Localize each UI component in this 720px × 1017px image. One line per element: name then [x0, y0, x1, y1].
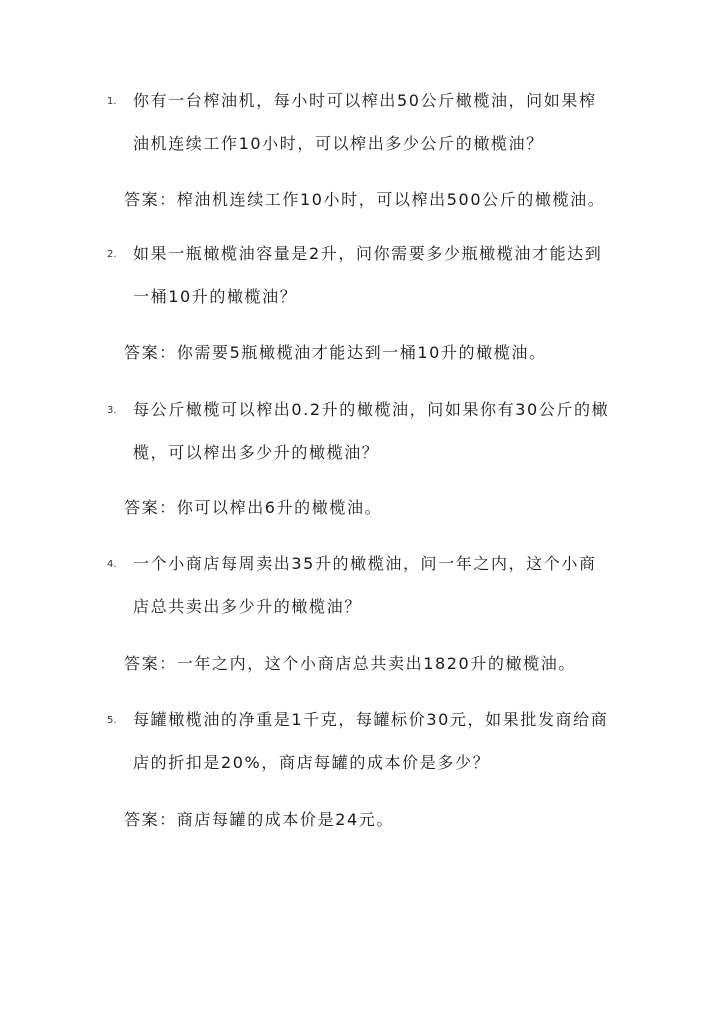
- question-line: [107, 706, 647, 749]
- question-line-continued: 店总共卖出多少升的橄榄油？: [133, 597, 362, 616]
- question-line: [107, 396, 647, 439]
- question-text: 每公斤橄榄可以榨出0.2升的橄榄油，问如果你有30公斤的橄: [133, 400, 610, 419]
- question-number: 5.: [107, 715, 117, 726]
- question-number: 2.: [107, 249, 117, 260]
- question-line-continued: 油机连续工作10小时，可以榨出多少公斤的橄榄油？: [133, 134, 544, 153]
- answer-2: 答案：你需要5瓶橄榄油才能达到一桶10升的橄榄油。: [124, 343, 547, 362]
- answer-3: 答案：你可以榨出6升的橄榄油。: [124, 498, 383, 517]
- question-number: 3.: [107, 405, 117, 416]
- question-line-continued: 榄，可以榨出多少升的橄榄油？: [133, 443, 380, 462]
- answer-5: 答案：商店每罐的成本价是24元。: [124, 810, 394, 829]
- question-text: 一个小商店每周卖出35升的橄榄油，问一年之内，这个小商: [133, 554, 597, 573]
- question-text: 每罐橄榄油的净重是1千克，每罐标价30元，如果批发商给商: [133, 710, 609, 729]
- question-2: [107, 240, 647, 326]
- question-1: [107, 87, 647, 173]
- question-line: [107, 87, 647, 130]
- question-5: [107, 706, 647, 792]
- question-line: [107, 240, 647, 283]
- question-3: [107, 396, 647, 482]
- answer-1: 答案：榨油机连续工作10小时，可以榨出500公斤的橄榄油。: [124, 190, 606, 209]
- question-4: [107, 550, 647, 636]
- question-number: 4.: [107, 559, 117, 570]
- question-line: [107, 550, 647, 593]
- question-text: 你有一台榨油机，每小时可以榨出50公斤橄榄油，问如果榨: [133, 91, 597, 110]
- answer-4: 答案：一年之内，这个小商店总共卖出1820升的橄榄油。: [124, 654, 576, 673]
- question-number: 1.: [107, 96, 117, 107]
- question-line-continued: 一桶10升的橄榄油？: [133, 287, 298, 306]
- question-line-continued: 店的折扣是20%，商店每罐的成本价是多少？: [133, 753, 491, 772]
- question-text: 如果一瓶橄榄油容量是2升，问你需要多少瓶橄榄油才能达到: [133, 244, 603, 263]
